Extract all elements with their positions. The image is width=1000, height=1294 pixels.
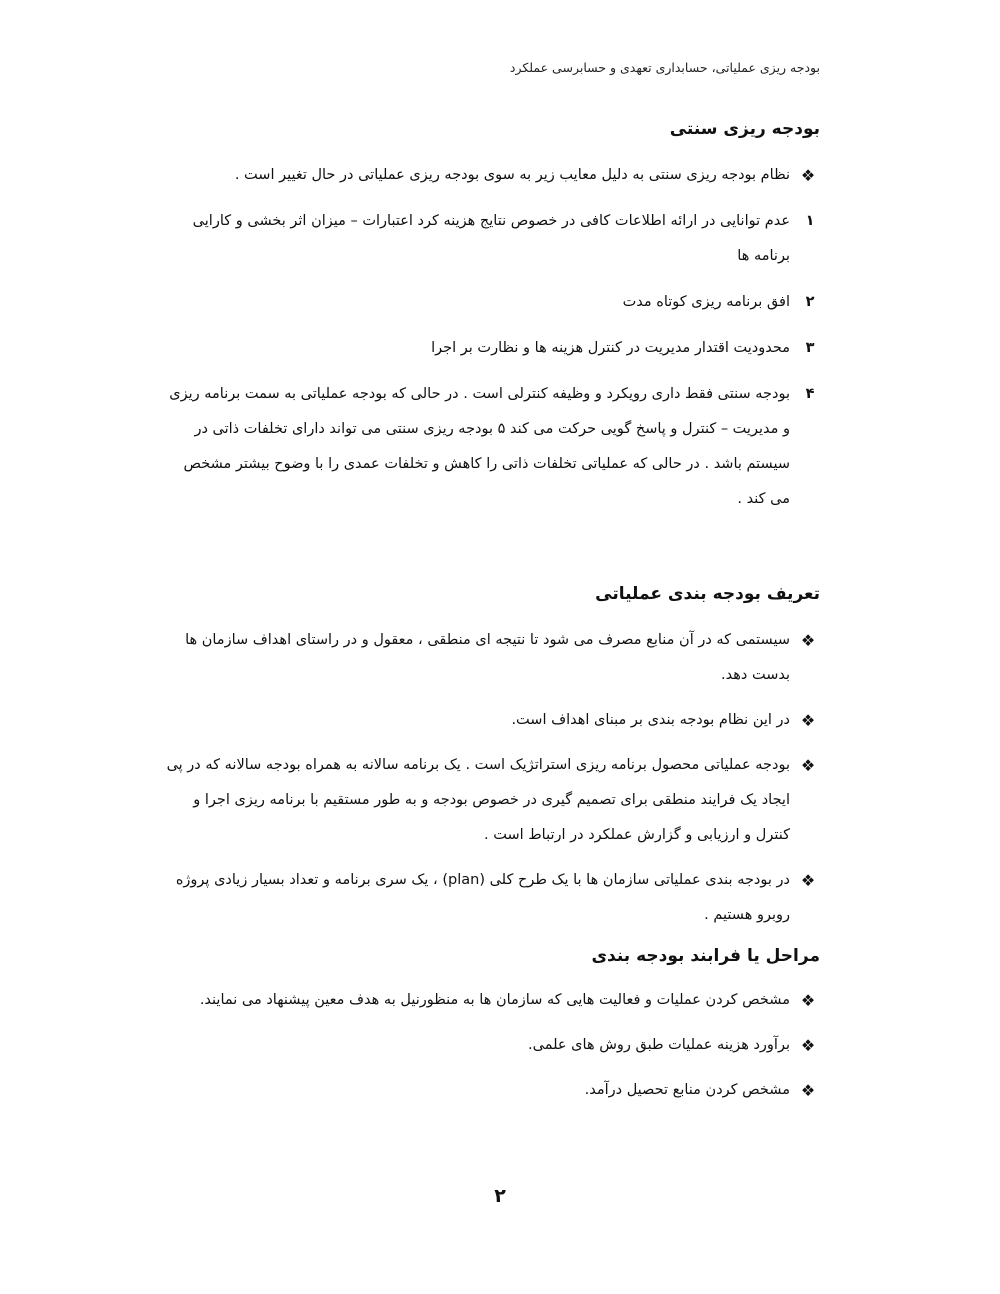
bullet-item (160, 1073, 820, 1108)
bullet-text: در این نظام بودجه بندی بر مبنای اهداف است. (511, 712, 790, 728)
diamond-bullet-icon: ❖ (800, 1036, 816, 1055)
section-heading-traditional-budgeting: بودجه ریزی سنتی (669, 119, 820, 139)
section-heading-budgeting-stages: مراحل یا فرابند بودجه بندی (591, 946, 820, 966)
diamond-bullet-icon: ❖ (800, 756, 816, 775)
numbered-item (160, 285, 820, 320)
bullet-item (160, 623, 820, 693)
numbered-item (160, 204, 820, 274)
page-content (160, 112, 820, 1108)
bullet-text: بودجه عملیاتی محصول برنامه ریزی استراتژیک است . یک برنامه سالانه به همراه بودجه سالانه که در پی ایجاد یک فرایند منطقی برای تصمیم گیری در خصوص بودجه و به طور مستقیم با برنامه ریزی اجرا و کنترل و ارزیابی و گزارش عملکرد در ارتباط است . (166, 757, 790, 843)
running-header: بودجه ریزی عملیاتی، حسابداری تعهدی و حسابرسی عملکرد (509, 60, 820, 75)
bullet-item (160, 158, 820, 193)
bullet-item (160, 863, 820, 933)
item-text: افق برنامه ریزی کوتاه مدت (622, 294, 790, 310)
item-text: محدودیت اقتدار مدیریت در کنترل هزینه ها و نظارت بر اجرا (431, 340, 790, 356)
bullet-text: برآورد هزینه عملیات طبق روش های علمی. (528, 1037, 790, 1053)
bullet-text: مشخص کردن عملیات و فعالیت هایی که سازمان ها به منظورنیل به هدف معین پیشنهاد می نمایند. (199, 992, 790, 1008)
bullet-text: سیستمی که در آن منابع مصرف می شود تا نتیجه ای منطقی ، معقول و در راستای اهداف سازمان ها بدست دهد. (185, 632, 790, 683)
diamond-bullet-icon: ❖ (800, 991, 816, 1010)
item-number: ٣ (805, 340, 815, 356)
diamond-bullet-icon: ❖ (800, 1081, 816, 1100)
diamond-bullet-icon: ❖ (800, 711, 816, 730)
numbered-item (160, 377, 820, 517)
diamond-bullet-icon: ❖ (800, 871, 816, 890)
page-number: ٢ (494, 1185, 506, 1207)
bullet-item (160, 748, 820, 853)
bullet-text: در بودجه بندی عملیاتی سازمان ها با یک طرح کلی (plan) ، یک سری برنامه و تعداد بسیار زیادی پروژه روبرو هستیم . (175, 872, 790, 923)
item-number: ١ (805, 213, 815, 229)
bullet-item (160, 1028, 820, 1063)
diamond-bullet-icon: ❖ (800, 631, 816, 650)
diamond-bullet-icon: ❖ (800, 166, 816, 185)
numbered-item (160, 331, 820, 366)
bullet-item (160, 983, 820, 1018)
item-text: عدم توانایی در ارائه اطلاعات کافی در خصوص نتایج هزینه کرد اعتبارات – میزان اثر بخشی و کارایی برنامه ها (192, 213, 790, 264)
bullet-item (160, 703, 820, 738)
section-heading-operational-budgeting-definition: تعریف بودجه بندی عملیاتی (595, 584, 820, 604)
item-text: بودجه سنتی فقط داری رویکرد و وظیفه کنترلی است . در حالی که بودجه عملیاتی به سمت برنامه ریزی و مدیریت – کنترل و پاسخ گویی حرکت می کند ۵ بودجه ریزی سنتی می تواند دارای تخلفات ذاتی در سیستم باشد . در حالی که عملیاتی تخلفات ذاتی را کاهش و تخلفات عمدی را با وضوح بیشتر مشخص می کند . (169, 386, 790, 507)
bullet-text: مشخص کردن منابع تحصیل درآمد. (584, 1082, 790, 1098)
bullet-text: نظام بودجه ریزی سنتی به دلیل معایب زیر به سوی بودجه ریزی عملیاتی در حال تغییر است . (234, 167, 790, 183)
item-number: ٢ (805, 294, 815, 310)
item-number: ۴ (805, 386, 815, 402)
